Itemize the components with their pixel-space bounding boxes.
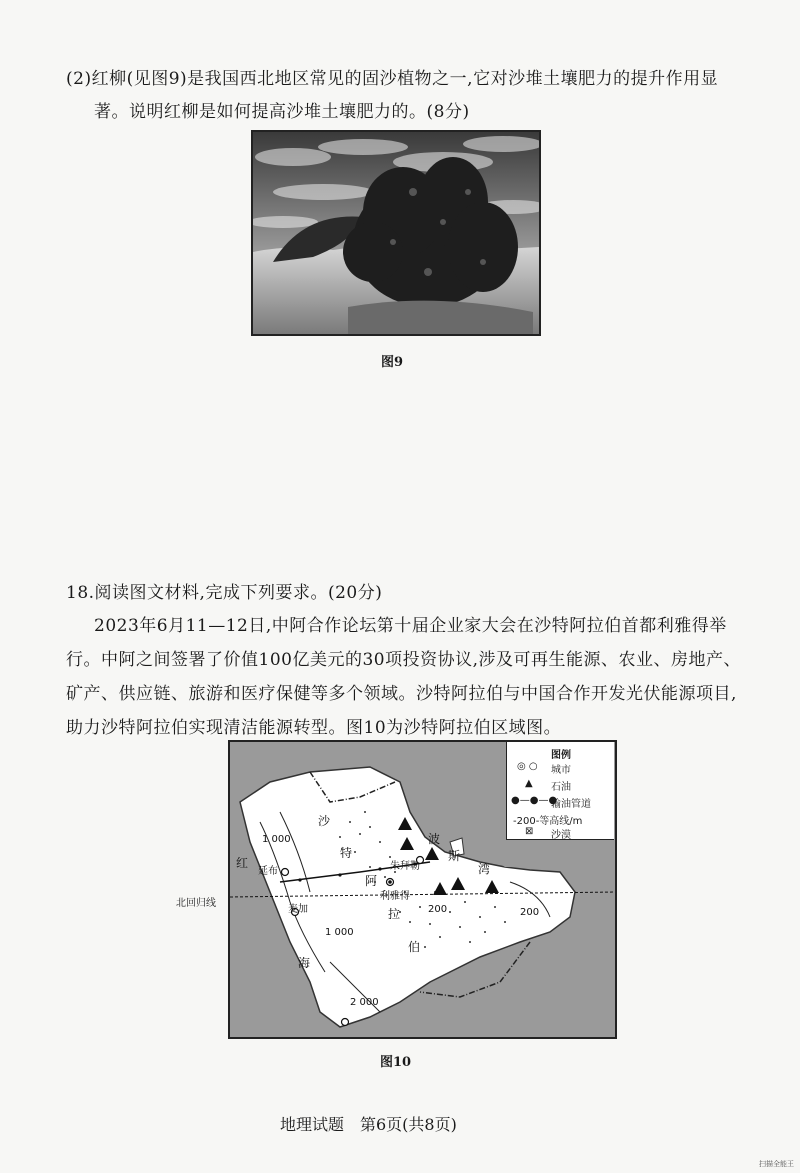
figure-10-legend	[506, 742, 614, 840]
legend-title: 图例	[551, 750, 571, 761]
map-label-sha: 沙	[318, 814, 331, 828]
question-18-paragraph-line4: 助力沙特阿拉伯实现清洁能源转型。图10为沙特阿拉伯区域图。	[66, 718, 562, 738]
legend-city-label: 城市	[551, 765, 571, 776]
question-18-title: 18.阅读图文材料,完成下列要求。(20分)	[66, 583, 383, 603]
legend-oil-label: 石油	[551, 782, 571, 793]
question-17-2-line2: 著。说明红柳是如何提高沙堆土壤肥力的。(8分)	[94, 102, 470, 122]
question-17-2-line1: (2)红柳(见图9)是我国西北地区常见的固沙植物之一,它对沙堆土壤肥力的提升作用显	[66, 69, 719, 89]
map-label-la: 拉	[388, 907, 401, 921]
map-label-riyadh: 利雅得	[380, 891, 410, 902]
map-contour-2000: 2 000	[350, 997, 379, 1008]
question-18-paragraph-line1: 2023年6月11—12日,中阿合作论坛第十届企业家大会在沙特阿拉伯首都利雅得举	[94, 616, 727, 636]
figure-9-photo	[251, 130, 541, 336]
figure-10-caption: 图10	[380, 1055, 412, 1070]
map-label-yanbu: 延布	[258, 866, 278, 877]
question-18-paragraph-line3: 矿产、供应链、旅游和医疗保健等多个领域。沙特阿拉伯与中国合作开发光伏能源项目,	[66, 684, 737, 704]
legend-city-icon: ◎ ○	[517, 761, 538, 772]
map-label-gulf-bo: 波	[428, 832, 441, 846]
map-label-hai: 海	[298, 956, 311, 970]
map-label-jubail: 朱拜勒	[390, 861, 420, 872]
legend-desert-label: 沙漠	[551, 830, 571, 841]
tropic-of-cancer-label: 北回归线	[176, 898, 216, 909]
map-label-te: 特	[340, 846, 353, 860]
legend-pipeline-label: 输油管道	[551, 799, 591, 810]
map-label-gulf-si: 斯	[448, 849, 461, 863]
question-18-paragraph-line2: 行。中阿之间签署了价值100亿美元的30项投资协议,涉及可再生能源、农业、房地产、	[66, 650, 741, 670]
map-contour-1000a: 1 000	[262, 834, 291, 845]
legend-desert-icon: ⊠	[525, 826, 534, 837]
legend-pipeline-icon: ●—●—●	[511, 795, 558, 806]
map-label-bo: 伯	[408, 940, 421, 954]
map-contour-200a: 200	[428, 904, 448, 915]
map-label-mecca: 麦加	[288, 904, 308, 915]
figure-9-caption: 图9	[381, 355, 404, 370]
map-contour-1000b: 1 000	[325, 927, 354, 938]
legend-contour-label: -200-等高线/m	[513, 816, 583, 827]
map-label-hong: 红	[236, 856, 249, 870]
figure-10-map	[228, 740, 617, 1039]
map-label-a: 阿	[365, 874, 378, 888]
legend-oil-icon: ▲	[525, 778, 533, 789]
map-label-gulf-wan: 湾	[478, 862, 491, 876]
page-footer: 地理试题 第6页(共8页)	[280, 1115, 457, 1134]
scanner-watermark: 扫描全能王	[759, 1160, 794, 1168]
map-contour-200b: 200	[520, 907, 540, 918]
